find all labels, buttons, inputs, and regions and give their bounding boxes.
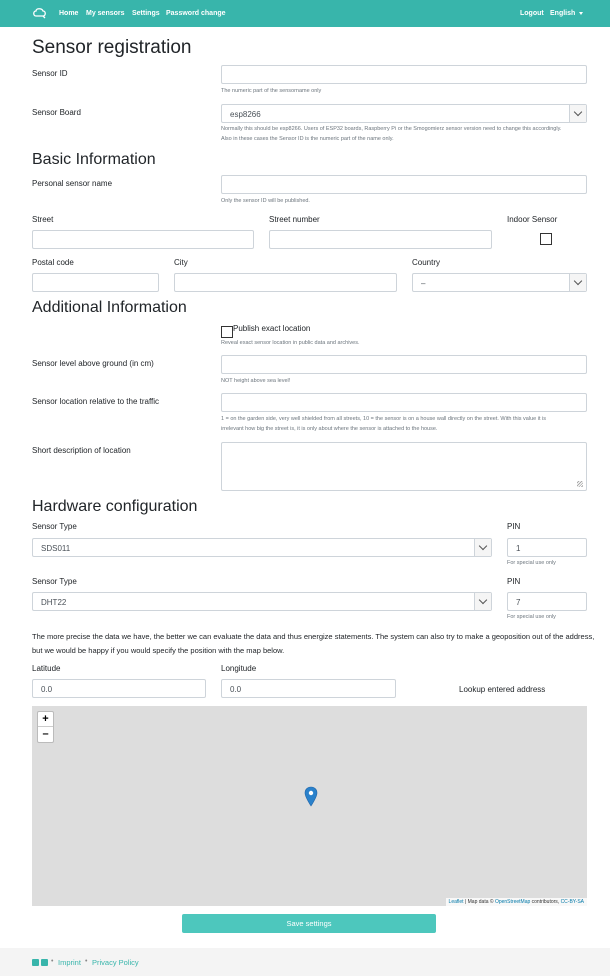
twitter-icon[interactable] [32, 959, 39, 966]
page-title: Sensor registration [32, 37, 192, 58]
navbar [0, 0, 610, 27]
caret-down-icon [579, 12, 583, 15]
sensor-level-input[interactable] [221, 355, 587, 374]
sensor-type-select-2[interactable] [32, 592, 492, 611]
map[interactable] [32, 706, 587, 906]
publish-location-help: Reveal exact sensor location in public data and archives. [221, 340, 360, 346]
sensor-type-value-2: DHT22 [41, 598, 67, 607]
indoor-sensor-checkbox[interactable] [540, 233, 552, 245]
map-attribution [446, 898, 587, 906]
personal-name-help: Only the sensor ID will be published. [221, 198, 310, 204]
publish-location-checkbox[interactable] [221, 326, 233, 338]
personal-name-label: Personal sensor name [32, 179, 113, 188]
nav-my-sensors[interactable]: My sensors [86, 10, 125, 17]
language-label: English [550, 10, 576, 17]
city-input[interactable] [174, 273, 397, 292]
pin-input-1[interactable]: 1 [507, 538, 587, 557]
latitude-label: Latitude [32, 664, 61, 673]
postal-code-label: Postal code [32, 258, 74, 267]
sensor-board-select[interactable] [221, 104, 587, 123]
postal-code-input[interactable] [32, 273, 159, 292]
attribution-text: | Map data © [463, 899, 495, 905]
additional-info-heading: Additional Information [32, 299, 187, 316]
basic-info-heading: Basic Information [32, 151, 156, 168]
country-select[interactable] [412, 273, 587, 292]
indoor-sensor-label: Indoor Sensor [507, 215, 558, 224]
longitude-label: Longitude [221, 664, 257, 673]
latitude-input[interactable]: 0.0 [32, 679, 206, 698]
lookup-address-link[interactable]: Lookup entered address [459, 685, 546, 694]
traffic-location-help-2: irrelevant how big the street is, it is only about where the sensor is attached to the house. [221, 426, 438, 432]
nav-home[interactable]: Home [59, 10, 79, 17]
footer [0, 948, 610, 976]
zoom-out-button[interactable]: – [42, 728, 49, 740]
country-value: – [421, 279, 426, 288]
sensor-board-help-1: Normally this should be esp8266. Users of ESP32 boards, Raspberry Pi or the Smogomierz sensor version need to change this accordingly. [221, 126, 562, 132]
traffic-location-help-1: 1 = on the garden side, very well shielded from all streets, 10 = the sensor is on a house wall directly on the street. With this value it is [221, 416, 546, 422]
osm-link[interactable]: OpenStreetMap [494, 899, 531, 905]
personal-name-input[interactable] [221, 175, 587, 194]
street-label: Street [32, 215, 54, 224]
location-info-1: The more precise the data we have, the better we can evaluate the data and thus energize statements. The system can also try to make a geoposition out of the address, [32, 632, 595, 641]
sensor-level-help: NOT height above sea level! [221, 378, 291, 384]
sensor-board-label: Sensor Board [32, 108, 81, 117]
pin-help-1: For special use only [507, 560, 556, 566]
zoom-in-button[interactable]: + [38, 712, 53, 727]
longitude-input[interactable]: 0.0 [221, 679, 396, 698]
sensor-level-label: Sensor level above ground (in cm) [32, 359, 154, 368]
separator: • [85, 958, 88, 965]
privacy-policy-link[interactable]: Privacy Policy [92, 958, 139, 967]
chevron-down-icon [474, 539, 491, 556]
street-number-input[interactable] [269, 230, 492, 249]
nav-password-change[interactable]: Password change [166, 10, 226, 17]
sensor-id-label: Sensor ID [32, 69, 68, 78]
resize-handle-icon[interactable] [577, 481, 583, 487]
pin-label-1: PIN [507, 522, 521, 531]
pin-label-2: PIN [507, 577, 521, 586]
map-marker-icon[interactable] [304, 786, 318, 808]
street-input[interactable] [32, 230, 254, 249]
zoom-control [37, 711, 54, 743]
attribution-text: contributors, [530, 899, 561, 905]
sensor-type-label-2: Sensor Type [32, 577, 77, 586]
sensor-board-value: esp8266 [230, 110, 261, 119]
traffic-location-label: Sensor location relative to the traffic [32, 397, 160, 406]
leaflet-link[interactable]: Leaflet [448, 899, 464, 905]
save-settings-button[interactable]: Save settings [182, 914, 436, 933]
nav-logout[interactable]: Logout [520, 10, 544, 17]
traffic-location-input[interactable] [221, 393, 587, 412]
imprint-link[interactable]: Imprint [58, 958, 81, 967]
chevron-down-icon [474, 593, 491, 610]
publish-location-label[interactable]: Publish exact location [233, 324, 311, 333]
street-number-label: Street number [269, 215, 320, 224]
license-link[interactable]: CC-BY-SA [560, 899, 584, 905]
sensor-type-select-1[interactable] [32, 538, 492, 557]
sensor-id-input[interactable] [221, 65, 587, 84]
description-textarea[interactable] [221, 442, 587, 491]
chevron-down-icon [569, 274, 586, 291]
description-label: Short description of location [32, 446, 131, 455]
chevron-down-icon [569, 105, 586, 122]
hardware-heading: Hardware configuration [32, 498, 198, 515]
sensor-type-label-1: Sensor Type [32, 522, 77, 531]
sensor-board-help-2: Also in these cases the Sensor ID is the numeric part of the name only. [221, 136, 394, 142]
pin-help-2: For special use only [507, 614, 556, 620]
sensor-id-help: The numeric part of the sensorname only [221, 88, 322, 94]
nav-settings[interactable]: Settings [132, 10, 160, 17]
city-label: City [174, 258, 188, 267]
social-icon[interactable] [41, 959, 48, 966]
cloud-logo-icon[interactable] [33, 8, 47, 19]
country-label: Country [412, 258, 441, 267]
sensor-type-value-1: SDS011 [41, 544, 71, 553]
language-dropdown[interactable] [550, 10, 583, 17]
location-info-2: but we would be happy if you would specify the position with the map below. [32, 646, 285, 655]
pin-input-2[interactable]: 7 [507, 592, 587, 611]
separator: • [51, 958, 54, 965]
